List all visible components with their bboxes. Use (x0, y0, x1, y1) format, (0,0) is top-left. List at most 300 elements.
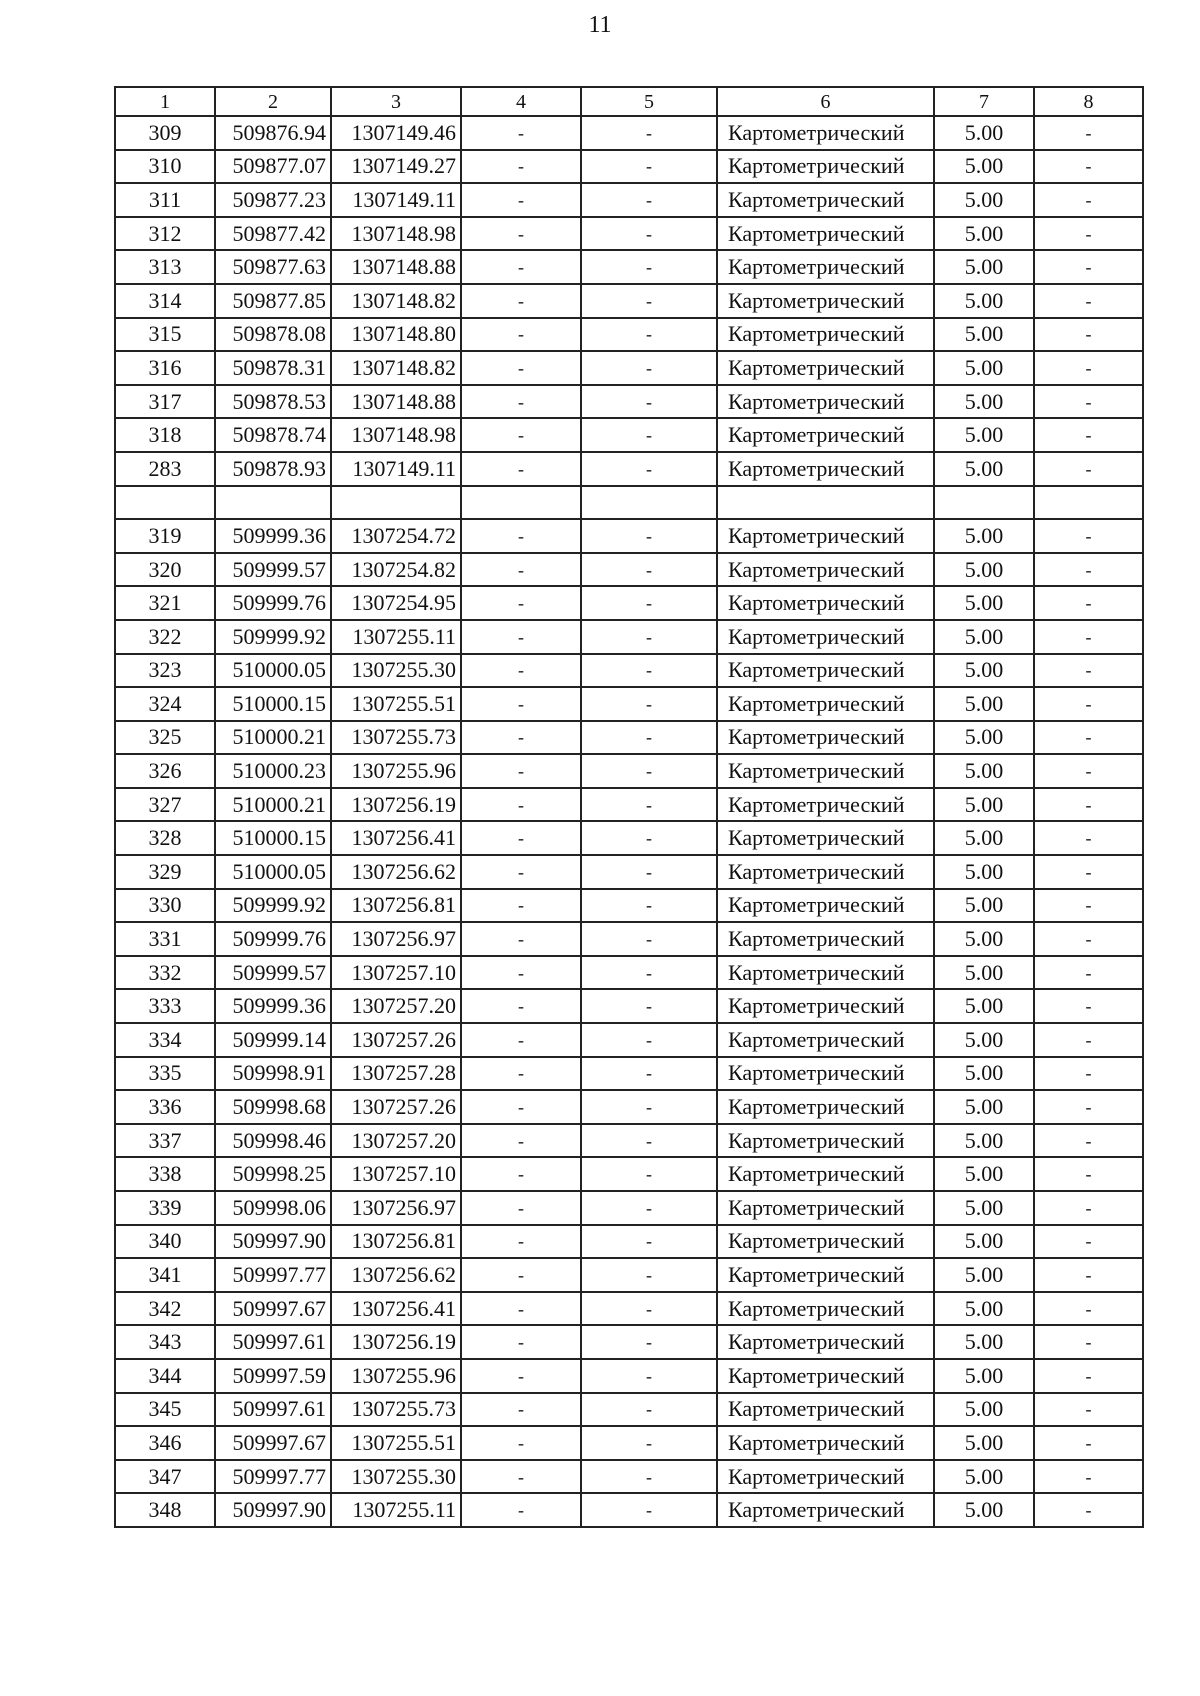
cell-column-5: - (581, 1023, 717, 1057)
cell-point-number: 327 (115, 788, 215, 822)
cell-column-5: - (581, 1258, 717, 1292)
cell-point-number: 342 (115, 1292, 215, 1326)
cell-point-number: 319 (115, 519, 215, 553)
cell-x-coordinate: 509998.68 (215, 1090, 331, 1124)
table-row (115, 519, 1143, 553)
table-row (115, 1325, 1143, 1359)
cell-accuracy: 5.00 (934, 620, 1034, 654)
table-row (115, 1493, 1143, 1527)
cell-y-coordinate: 1307149.27 (331, 150, 461, 184)
cell-y-coordinate: 1307149.11 (331, 452, 461, 486)
cell-point-number: 314 (115, 284, 215, 318)
cell-point-number: 328 (115, 821, 215, 855)
cell-method: Картометрический (717, 418, 934, 452)
cell-column-8: - (1034, 989, 1143, 1023)
cell-point-number: 318 (115, 418, 215, 452)
cell-point-number: 324 (115, 687, 215, 721)
cell-column-5: - (581, 721, 717, 755)
cell-x-coordinate: 509877.63 (215, 250, 331, 284)
cell-column-8: - (1034, 116, 1143, 150)
cell-column-4: - (461, 250, 581, 284)
cell-method: Картометрический (717, 586, 934, 620)
cell-method: Картометрический (717, 1225, 934, 1259)
cell-column-8: - (1034, 687, 1143, 721)
cell-point-number: 315 (115, 318, 215, 352)
coordinates-table (114, 86, 1144, 1528)
cell-method (717, 486, 934, 520)
cell-y-coordinate: 1307257.20 (331, 989, 461, 1023)
table-row (115, 217, 1143, 251)
cell-accuracy (934, 486, 1034, 520)
column-header-7: 7 (934, 87, 1034, 116)
cell-x-coordinate: 509999.36 (215, 519, 331, 553)
cell-column-8: - (1034, 1225, 1143, 1259)
cell-y-coordinate: 1307255.30 (331, 1460, 461, 1494)
cell-method: Картометрический (717, 687, 934, 721)
cell-column-8: - (1034, 1023, 1143, 1057)
cell-point-number: 320 (115, 553, 215, 587)
cell-y-coordinate: 1307255.11 (331, 1493, 461, 1527)
cell-accuracy: 5.00 (934, 1258, 1034, 1292)
cell-column-4: - (461, 1191, 581, 1225)
cell-column-4: - (461, 553, 581, 587)
cell-column-5: - (581, 1057, 717, 1091)
cell-accuracy: 5.00 (934, 1090, 1034, 1124)
cell-column-5: - (581, 956, 717, 990)
cell-column-4: - (461, 586, 581, 620)
cell-method: Картометрический (717, 821, 934, 855)
cell-column-4 (461, 486, 581, 520)
cell-accuracy: 5.00 (934, 654, 1034, 688)
cell-column-8: - (1034, 250, 1143, 284)
cell-accuracy: 5.00 (934, 116, 1034, 150)
cell-accuracy: 5.00 (934, 418, 1034, 452)
table-row (115, 1090, 1143, 1124)
cell-column-8: - (1034, 150, 1143, 184)
cell-x-coordinate: 509999.92 (215, 620, 331, 654)
cell-accuracy: 5.00 (934, 1426, 1034, 1460)
cell-point-number: 317 (115, 385, 215, 419)
cell-x-coordinate: 509999.57 (215, 956, 331, 990)
cell-point-number: 322 (115, 620, 215, 654)
cell-column-5: - (581, 553, 717, 587)
cell-method: Картометрический (717, 989, 934, 1023)
cell-point-number: 336 (115, 1090, 215, 1124)
cell-column-5: - (581, 217, 717, 251)
cell-column-8: - (1034, 1393, 1143, 1427)
cell-x-coordinate: 509997.77 (215, 1258, 331, 1292)
cell-column-8: - (1034, 1426, 1143, 1460)
cell-x-coordinate: 509876.94 (215, 116, 331, 150)
cell-point-number: 326 (115, 754, 215, 788)
cell-column-5: - (581, 889, 717, 923)
cell-method: Картометрический (717, 250, 934, 284)
cell-column-8: - (1034, 721, 1143, 755)
cell-y-coordinate (331, 486, 461, 520)
cell-accuracy: 5.00 (934, 284, 1034, 318)
table-row (115, 1460, 1143, 1494)
table-row (115, 351, 1143, 385)
cell-x-coordinate: 509999.14 (215, 1023, 331, 1057)
cell-x-coordinate: 510000.21 (215, 721, 331, 755)
cell-method: Картометрический (717, 1292, 934, 1326)
cell-accuracy: 5.00 (934, 150, 1034, 184)
cell-column-5: - (581, 788, 717, 822)
cell-method: Картометрический (717, 116, 934, 150)
cell-y-coordinate: 1307255.11 (331, 620, 461, 654)
cell-method: Картометрический (717, 754, 934, 788)
cell-method: Картометрический (717, 1258, 934, 1292)
cell-column-4: - (461, 284, 581, 318)
table-row (115, 1124, 1143, 1158)
cell-column-5: - (581, 351, 717, 385)
cell-column-4: - (461, 754, 581, 788)
table-row (115, 721, 1143, 755)
cell-y-coordinate: 1307148.80 (331, 318, 461, 352)
cell-column-4: - (461, 1023, 581, 1057)
cell-y-coordinate: 1307254.82 (331, 553, 461, 587)
cell-column-4: - (461, 217, 581, 251)
table-row (115, 1191, 1143, 1225)
cell-point-number: 348 (115, 1493, 215, 1527)
column-header-6: 6 (717, 87, 934, 116)
cell-accuracy: 5.00 (934, 385, 1034, 419)
column-header-2: 2 (215, 87, 331, 116)
cell-column-4: - (461, 654, 581, 688)
cell-method: Картометрический (717, 150, 934, 184)
table-row (115, 956, 1143, 990)
cell-y-coordinate: 1307256.19 (331, 788, 461, 822)
cell-x-coordinate: 509999.76 (215, 586, 331, 620)
cell-column-8: - (1034, 284, 1143, 318)
cell-accuracy: 5.00 (934, 318, 1034, 352)
cell-column-5: - (581, 855, 717, 889)
cell-point-number: 309 (115, 116, 215, 150)
cell-column-5: - (581, 1191, 717, 1225)
cell-x-coordinate: 510000.15 (215, 821, 331, 855)
cell-column-4: - (461, 1124, 581, 1158)
cell-y-coordinate: 1307256.19 (331, 1325, 461, 1359)
cell-column-5: - (581, 1292, 717, 1326)
cell-point-number: 331 (115, 922, 215, 956)
table-row (115, 1426, 1143, 1460)
cell-column-4: - (461, 956, 581, 990)
cell-column-5: - (581, 654, 717, 688)
cell-column-5: - (581, 687, 717, 721)
cell-x-coordinate: 510000.05 (215, 654, 331, 688)
cell-y-coordinate: 1307255.73 (331, 721, 461, 755)
cell-column-5: - (581, 284, 717, 318)
cell-column-5: - (581, 318, 717, 352)
cell-point-number: 346 (115, 1426, 215, 1460)
cell-column-4: - (461, 687, 581, 721)
cell-column-4: - (461, 1090, 581, 1124)
cell-column-5: - (581, 418, 717, 452)
table-row (115, 284, 1143, 318)
cell-point-number: 283 (115, 452, 215, 486)
cell-y-coordinate: 1307255.51 (331, 1426, 461, 1460)
cell-accuracy: 5.00 (934, 1325, 1034, 1359)
cell-y-coordinate: 1307148.98 (331, 217, 461, 251)
cell-x-coordinate: 509878.93 (215, 452, 331, 486)
table-row (115, 1157, 1143, 1191)
cell-column-5: - (581, 116, 717, 150)
cell-method: Картометрический (717, 1426, 934, 1460)
cell-accuracy: 5.00 (934, 1225, 1034, 1259)
cell-column-8: - (1034, 1325, 1143, 1359)
cell-method: Картометрический (717, 1359, 934, 1393)
header-row (115, 87, 1143, 116)
cell-column-4: - (461, 989, 581, 1023)
cell-column-5: - (581, 1426, 717, 1460)
cell-method: Картометрический (717, 284, 934, 318)
table-row (115, 1057, 1143, 1091)
cell-column-4: - (461, 519, 581, 553)
cell-point-number: 332 (115, 956, 215, 990)
table-row (115, 486, 1143, 520)
cell-column-5: - (581, 989, 717, 1023)
table-row (115, 586, 1143, 620)
cell-column-8: - (1034, 1460, 1143, 1494)
cell-method: Картометрический (717, 519, 934, 553)
cell-y-coordinate: 1307148.88 (331, 385, 461, 419)
cell-column-4: - (461, 150, 581, 184)
cell-method: Картометрический (717, 1090, 934, 1124)
table-row (115, 385, 1143, 419)
cell-x-coordinate (215, 486, 331, 520)
cell-column-4: - (461, 1359, 581, 1393)
cell-method: Картометрический (717, 183, 934, 217)
cell-y-coordinate: 1307257.28 (331, 1057, 461, 1091)
cell-point-number: 310 (115, 150, 215, 184)
cell-x-coordinate: 509997.59 (215, 1359, 331, 1393)
cell-column-5: - (581, 1393, 717, 1427)
cell-x-coordinate: 509878.74 (215, 418, 331, 452)
cell-point-number: 344 (115, 1359, 215, 1393)
cell-x-coordinate: 509998.46 (215, 1124, 331, 1158)
cell-y-coordinate: 1307256.97 (331, 1191, 461, 1225)
cell-accuracy: 5.00 (934, 1124, 1034, 1158)
cell-accuracy: 5.00 (934, 956, 1034, 990)
cell-method: Картометрический (717, 318, 934, 352)
cell-method: Картометрический (717, 788, 934, 822)
cell-method: Картометрический (717, 553, 934, 587)
cell-column-4: - (461, 1258, 581, 1292)
cell-y-coordinate: 1307256.81 (331, 1225, 461, 1259)
cell-column-4: - (461, 351, 581, 385)
cell-column-8 (1034, 486, 1143, 520)
cell-column-8: - (1034, 821, 1143, 855)
cell-method: Картометрический (717, 1124, 934, 1158)
cell-point-number: 329 (115, 855, 215, 889)
cell-x-coordinate: 510000.23 (215, 754, 331, 788)
cell-y-coordinate: 1307256.62 (331, 855, 461, 889)
cell-column-5: - (581, 821, 717, 855)
column-header-5: 5 (581, 87, 717, 116)
cell-method: Картометрический (717, 452, 934, 486)
cell-column-8: - (1034, 889, 1143, 923)
cell-column-8: - (1034, 418, 1143, 452)
cell-column-4: - (461, 1292, 581, 1326)
cell-point-number: 325 (115, 721, 215, 755)
cell-column-5: - (581, 1157, 717, 1191)
cell-x-coordinate: 509997.61 (215, 1325, 331, 1359)
cell-method: Картометрический (717, 217, 934, 251)
cell-point-number: 339 (115, 1191, 215, 1225)
cell-accuracy: 5.00 (934, 821, 1034, 855)
cell-method: Картометрический (717, 855, 934, 889)
cell-method: Картометрический (717, 721, 934, 755)
cell-method: Картометрический (717, 1023, 934, 1057)
cell-x-coordinate: 509999.57 (215, 553, 331, 587)
cell-y-coordinate: 1307257.10 (331, 956, 461, 990)
cell-column-4: - (461, 318, 581, 352)
cell-column-8: - (1034, 217, 1143, 251)
cell-method: Картометрический (717, 1191, 934, 1225)
cell-column-4: - (461, 1393, 581, 1427)
cell-column-4: - (461, 788, 581, 822)
cell-x-coordinate: 509997.77 (215, 1460, 331, 1494)
column-header-4: 4 (461, 87, 581, 116)
table-row (115, 452, 1143, 486)
cell-column-5: - (581, 1124, 717, 1158)
cell-accuracy: 5.00 (934, 855, 1034, 889)
cell-y-coordinate: 1307148.98 (331, 418, 461, 452)
cell-accuracy: 5.00 (934, 519, 1034, 553)
cell-column-5: - (581, 1325, 717, 1359)
cell-column-8: - (1034, 654, 1143, 688)
cell-x-coordinate: 510000.21 (215, 788, 331, 822)
cell-column-4: - (461, 1426, 581, 1460)
cell-point-number: 335 (115, 1057, 215, 1091)
cell-point-number: 321 (115, 586, 215, 620)
cell-accuracy: 5.00 (934, 788, 1034, 822)
cell-y-coordinate: 1307257.10 (331, 1157, 461, 1191)
cell-column-5: - (581, 519, 717, 553)
cell-y-coordinate: 1307255.51 (331, 687, 461, 721)
table-row (115, 150, 1143, 184)
cell-y-coordinate: 1307255.73 (331, 1393, 461, 1427)
cell-y-coordinate: 1307148.82 (331, 351, 461, 385)
cell-column-4: - (461, 922, 581, 956)
table-row (115, 654, 1143, 688)
cell-column-4: - (461, 1493, 581, 1527)
column-header-8: 8 (1034, 87, 1143, 116)
table-row (115, 1359, 1143, 1393)
cell-x-coordinate: 509999.76 (215, 922, 331, 956)
cell-column-5: - (581, 452, 717, 486)
cell-x-coordinate: 509999.92 (215, 889, 331, 923)
cell-point-number: 347 (115, 1460, 215, 1494)
cell-column-4: - (461, 855, 581, 889)
cell-accuracy: 5.00 (934, 1460, 1034, 1494)
table-row (115, 553, 1143, 587)
cell-accuracy: 5.00 (934, 1359, 1034, 1393)
cell-column-5: - (581, 1359, 717, 1393)
cell-x-coordinate: 509878.31 (215, 351, 331, 385)
cell-y-coordinate: 1307149.11 (331, 183, 461, 217)
table-row (115, 1258, 1143, 1292)
cell-point-number: 341 (115, 1258, 215, 1292)
cell-y-coordinate: 1307149.46 (331, 116, 461, 150)
cell-column-5: - (581, 1460, 717, 1494)
cell-y-coordinate: 1307255.96 (331, 754, 461, 788)
cell-method: Картометрический (717, 620, 934, 654)
cell-method: Картометрический (717, 1057, 934, 1091)
cell-column-4: - (461, 1057, 581, 1091)
cell-accuracy: 5.00 (934, 754, 1034, 788)
cell-x-coordinate: 509878.08 (215, 318, 331, 352)
cell-method: Картометрический (717, 956, 934, 990)
cell-column-5: - (581, 754, 717, 788)
cell-x-coordinate: 509997.67 (215, 1426, 331, 1460)
table-row (115, 1292, 1143, 1326)
cell-method: Картометрический (717, 922, 934, 956)
cell-point-number: 343 (115, 1325, 215, 1359)
table-header (115, 87, 1143, 116)
table-row (115, 989, 1143, 1023)
cell-point-number (115, 486, 215, 520)
cell-point-number: 338 (115, 1157, 215, 1191)
cell-method: Картометрический (717, 385, 934, 419)
cell-method: Картометрический (717, 889, 934, 923)
cell-accuracy: 5.00 (934, 1393, 1034, 1427)
cell-y-coordinate: 1307257.20 (331, 1124, 461, 1158)
table-row (115, 116, 1143, 150)
cell-x-coordinate: 509997.90 (215, 1225, 331, 1259)
cell-y-coordinate: 1307256.41 (331, 1292, 461, 1326)
cell-y-coordinate: 1307254.95 (331, 586, 461, 620)
cell-column-8: - (1034, 1157, 1143, 1191)
cell-column-8: - (1034, 553, 1143, 587)
cell-column-5: - (581, 586, 717, 620)
cell-method: Картометрический (717, 654, 934, 688)
cell-point-number: 312 (115, 217, 215, 251)
cell-accuracy: 5.00 (934, 889, 1034, 923)
cell-y-coordinate: 1307256.97 (331, 922, 461, 956)
table-row (115, 687, 1143, 721)
cell-column-5 (581, 486, 717, 520)
cell-accuracy: 5.00 (934, 721, 1034, 755)
cell-accuracy: 5.00 (934, 586, 1034, 620)
table-row (115, 418, 1143, 452)
cell-column-5: - (581, 620, 717, 654)
table-row (115, 1023, 1143, 1057)
cell-y-coordinate: 1307255.30 (331, 654, 461, 688)
cell-column-8: - (1034, 1057, 1143, 1091)
cell-column-8: - (1034, 922, 1143, 956)
cell-column-4: - (461, 1460, 581, 1494)
table-body (115, 116, 1143, 1527)
cell-column-8: - (1034, 351, 1143, 385)
cell-column-4: - (461, 721, 581, 755)
table-row (115, 922, 1143, 956)
cell-x-coordinate: 510000.15 (215, 687, 331, 721)
cell-column-4: - (461, 183, 581, 217)
cell-column-5: - (581, 1493, 717, 1527)
cell-x-coordinate: 509878.53 (215, 385, 331, 419)
cell-y-coordinate: 1307257.26 (331, 1090, 461, 1124)
cell-x-coordinate: 509877.23 (215, 183, 331, 217)
cell-column-8: - (1034, 1258, 1143, 1292)
cell-column-8: - (1034, 519, 1143, 553)
cell-column-8: - (1034, 1191, 1143, 1225)
page-number: 11 (588, 12, 612, 38)
cell-accuracy: 5.00 (934, 553, 1034, 587)
cell-accuracy: 5.00 (934, 1057, 1034, 1091)
table-row (115, 183, 1143, 217)
cell-column-5: - (581, 1225, 717, 1259)
